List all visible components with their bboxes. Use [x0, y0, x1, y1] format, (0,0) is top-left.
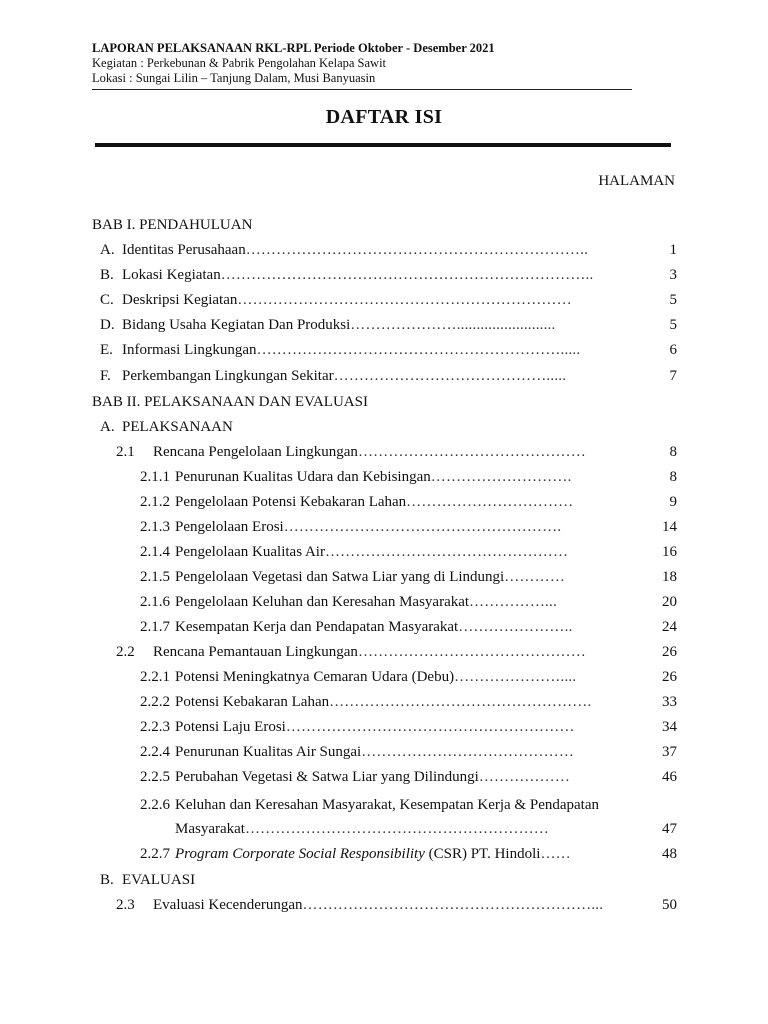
toc-entry-text: [100, 339, 580, 361]
toc-entry-text: [100, 869, 195, 891]
dot-leader: …………………………………………………...: [302, 897, 604, 913]
toc-entry: [0, 869, 768, 891]
toc-entry-number: B.: [100, 872, 114, 888]
toc-entry-number: 2.1.2: [140, 494, 170, 510]
toc-entry: [0, 516, 768, 538]
toc-entry-page-number: 26: [662, 644, 677, 660]
dot-leader: ……………………………………: [361, 744, 575, 760]
dot-leader: …………………………………….....: [333, 368, 567, 384]
toc-entry-number: 2.2.4: [140, 744, 170, 760]
toc-entry-text: [140, 766, 570, 788]
toc-entry-text: [92, 214, 252, 236]
toc-entry-text: [100, 264, 593, 286]
toc-entry-title: Penurunan Kualitas Air Sungai: [175, 744, 362, 760]
location-line: Lokasi : Sungai Lilin – Tanjung Dalam, Musi Banyuasin: [92, 71, 376, 85]
toc-entry-text: [175, 818, 549, 840]
toc-entry-page-number: 18: [662, 569, 677, 585]
toc-entry-page-number: 16: [662, 544, 677, 560]
toc-entry-title: Penurunan Kualitas Udara dan Kebisingan: [175, 469, 431, 485]
toc-entry-title: Pengelolaan Potensi Kebakaran Lahan: [175, 494, 407, 510]
toc-entry: [0, 365, 768, 387]
toc-entry: [0, 716, 768, 738]
toc-entry: [0, 339, 768, 361]
toc-entry-title: EVALUASI: [122, 872, 196, 888]
toc-entry-number: 2.1.5: [140, 569, 170, 585]
toc-entry-number: D.: [100, 317, 115, 333]
toc-entry-title: Identitas Perusahaan: [122, 242, 246, 258]
toc-entry-title: Potensi Kebakaran Lahan: [175, 694, 330, 710]
toc-entry-page-number: 1: [669, 242, 677, 258]
toc-entry-page-number: 7: [669, 368, 677, 384]
toc-entry-page-number: 14: [662, 519, 677, 535]
toc-entry-number: 2.2.2: [140, 694, 170, 710]
toc-entry-text: [100, 239, 588, 261]
toc-entry-page-number: 48: [662, 846, 677, 862]
toc-entry-page-number: 8: [669, 469, 677, 485]
toc-entry-text: [140, 794, 599, 816]
toc-entry-text: [116, 441, 586, 463]
toc-entry-title: Keluhan dan Keresahan Masyarakat, Kesempatan Kerja & Pendapatan: [175, 797, 599, 813]
dot-leader: ………………………………………: [357, 444, 586, 460]
toc-entry-title: Perkembangan Lingkungan Sekitar: [122, 368, 334, 384]
toc-entry: [0, 541, 768, 563]
toc-entry-title: Potensi Meningkatnya Cemaran Udara (Debu): [175, 669, 455, 685]
dot-leader: …………………………………………………………..: [245, 242, 589, 258]
toc-entry-number: C.: [100, 292, 114, 308]
toc-entry: [0, 264, 768, 286]
toc-entry-title: (CSR) PT. Hindoli: [424, 846, 541, 862]
toc-entry-text: [100, 365, 566, 387]
toc-entry: [0, 894, 768, 916]
toc-entry: [0, 566, 768, 588]
toc-entry-page-number: 5: [669, 317, 677, 333]
toc-entry-page-number: 24: [662, 619, 677, 635]
toc-entry-title: Rencana Pemantauan Lingkungan: [153, 644, 358, 660]
toc-entry-text: [140, 666, 576, 688]
title-divider: [95, 143, 671, 147]
toc-entry-title: Bidang Usaha Kegiatan Dan Produksi: [122, 317, 351, 333]
toc-entry-page-number: 8: [669, 444, 677, 460]
toc-entry: [0, 741, 768, 763]
toc-entry: [0, 441, 768, 463]
toc-entry-title: BAB II. PELAKSANAAN DAN EVALUASI: [92, 394, 368, 410]
toc-entry: [0, 466, 768, 488]
toc-entry-number: 2.2: [116, 644, 135, 660]
page-title: DAFTAR ISI: [325, 106, 443, 128]
toc-entry: [0, 314, 768, 336]
dot-leader: ……………………………………………….: [283, 519, 562, 535]
toc-entry-number: 2.2.7: [140, 846, 170, 862]
dot-leader: …………………………………………………: [285, 719, 575, 735]
toc-entry: [0, 591, 768, 613]
dot-leader: ………………: [478, 769, 571, 785]
toc-entry-text: [140, 541, 568, 563]
toc-entry-title: Potensi Laju Erosi: [175, 719, 286, 735]
dot-leader: …………: [504, 569, 566, 585]
toc-entry-title: BAB I. PENDAHULUAN: [92, 217, 253, 233]
toc-entry-number: 2.1.6: [140, 594, 170, 610]
toc-entry: [0, 843, 768, 865]
dot-leader: …………………..: [458, 619, 573, 635]
toc-entry: [0, 289, 768, 311]
toc-entry: [0, 616, 768, 638]
toc-entry-text: [140, 591, 557, 613]
toc-entry-text: [140, 566, 565, 588]
toc-entry-number: F.: [100, 368, 111, 384]
dot-leader: ………………………………………………………………..: [220, 267, 594, 283]
dot-leader: …………………………………………….: [329, 694, 592, 710]
dot-leader: …………………………………………………….....: [256, 342, 581, 358]
toc-entry-number: 2.1: [116, 444, 135, 460]
toc-entry-italic-title: Program Corporate Social Responsibility: [175, 846, 425, 862]
toc-entry-text: [140, 843, 571, 865]
toc-entry: [0, 416, 768, 438]
toc-entry-text: [140, 466, 572, 488]
toc-entry-page-number: 33: [662, 694, 677, 710]
toc-entry-page-number: 20: [662, 594, 677, 610]
toc-entry-title: PELAKSANAAN: [122, 419, 233, 435]
toc-entry-text: [92, 391, 368, 413]
toc-entry-page-number: 5: [669, 292, 677, 308]
toc-entry-page-number: 34: [662, 719, 677, 735]
toc-entry-number: 2.2.6: [140, 797, 170, 813]
toc-entry-page-number: 6: [669, 342, 677, 358]
toc-entry-text: [140, 691, 591, 713]
toc-entry-number: 2.3: [116, 897, 135, 913]
toc-entry-title: Pengelolaan Kualitas Air: [175, 544, 325, 560]
toc-entry-page-number: 3: [669, 267, 677, 283]
toc-entry-title: Deskripsi Kegiatan: [122, 292, 238, 308]
toc-entry-page-number: 9: [669, 494, 677, 510]
toc-entry-title: Informasi Lingkungan: [122, 342, 257, 358]
toc-entry-number: E.: [100, 342, 113, 358]
toc-entry-title: Masyarakat: [175, 821, 245, 837]
toc-entry-number: 2.1.4: [140, 544, 170, 560]
toc-entry-number: 2.2.3: [140, 719, 170, 735]
toc-entry-page-number: 26: [662, 669, 677, 685]
dot-leader: ……………………….: [430, 469, 572, 485]
toc-entry: [0, 391, 768, 413]
toc-entry-text: [116, 894, 603, 916]
header-divider: [92, 89, 632, 90]
toc-entry-text: [100, 416, 233, 438]
toc-entry: [0, 666, 768, 688]
toc-entry-text: [140, 516, 561, 538]
toc-entry-text: [100, 314, 555, 336]
toc-entry-number: A.: [100, 242, 115, 258]
dot-leader: ……: [540, 846, 571, 862]
toc-entry-number: 2.2.1: [140, 669, 170, 685]
toc-entry-title: Pengelolaan Keluhan dan Keresahan Masyarakat: [175, 594, 470, 610]
toc-entry-number: 2.2.5: [140, 769, 170, 785]
toc-entry-number: 2.1.1: [140, 469, 170, 485]
toc-entry-text: [100, 289, 572, 311]
toc-entry-title: Pengelolaan Erosi: [175, 519, 284, 535]
toc-entry-number: 2.1.3: [140, 519, 170, 535]
toc-entry: [0, 491, 768, 513]
toc-entry-title: Kesempatan Kerja dan Pendapatan Masyarakat: [175, 619, 459, 635]
toc-entry-title: Perubahan Vegetasi & Satwa Liar yang Dilindungi: [175, 769, 479, 785]
page-column-label: HALAMAN: [598, 173, 675, 189]
dot-leader: ……………………………: [406, 494, 574, 510]
toc-entry-page-number: 37: [662, 744, 677, 760]
dot-leader: ……………………………………………………: [244, 821, 549, 837]
toc-entry-title: Pengelolaan Vegetasi dan Satwa Liar yang di Lindungi: [175, 569, 505, 585]
document-header: [92, 40, 632, 86]
toc-entry-title: Rencana Pengelolaan Lingkungan: [153, 444, 358, 460]
toc-entry-text: [140, 716, 575, 738]
toc-entry: [0, 641, 768, 663]
report-title-line: LAPORAN PELAKSANAAN RKL-RPL Periode Oktober - Desember 2021: [92, 41, 495, 55]
dot-leader: …………………………………………………………: [237, 292, 572, 308]
toc-entry-page-number: 50: [662, 897, 677, 913]
dot-leader: …………………....: [454, 669, 577, 685]
toc-entry-page-number: 47: [662, 821, 677, 837]
toc-entry-title: Lokasi Kegiatan: [122, 267, 221, 283]
toc-entry-text: [140, 491, 573, 513]
toc-entry-number: B.: [100, 267, 114, 283]
toc-entry-number: A.: [100, 419, 115, 435]
toc-entry-text: [116, 641, 586, 663]
toc-entry-page-number: 46: [662, 769, 677, 785]
dot-leader: ………………….........................: [350, 317, 556, 333]
toc-entry: [0, 239, 768, 261]
toc-entry: [0, 794, 768, 816]
dot-leader: …………………………………………: [324, 544, 569, 560]
toc-entry-text: [140, 616, 573, 638]
dot-leader: ……………...: [469, 594, 557, 610]
toc-entry: [0, 818, 768, 840]
toc-entry-title: Evaluasi Kecenderungan: [153, 897, 303, 913]
dot-leader: ………………………………………: [357, 644, 586, 660]
activity-line: Kegiatan : Perkebunan & Pabrik Pengolahan Kelapa Sawit: [92, 56, 387, 70]
toc-entry: [0, 691, 768, 713]
toc-entry: [0, 214, 768, 236]
toc-entry-number: 2.1.7: [140, 619, 170, 635]
toc-entry-text: [140, 741, 574, 763]
toc-entry: [0, 766, 768, 788]
